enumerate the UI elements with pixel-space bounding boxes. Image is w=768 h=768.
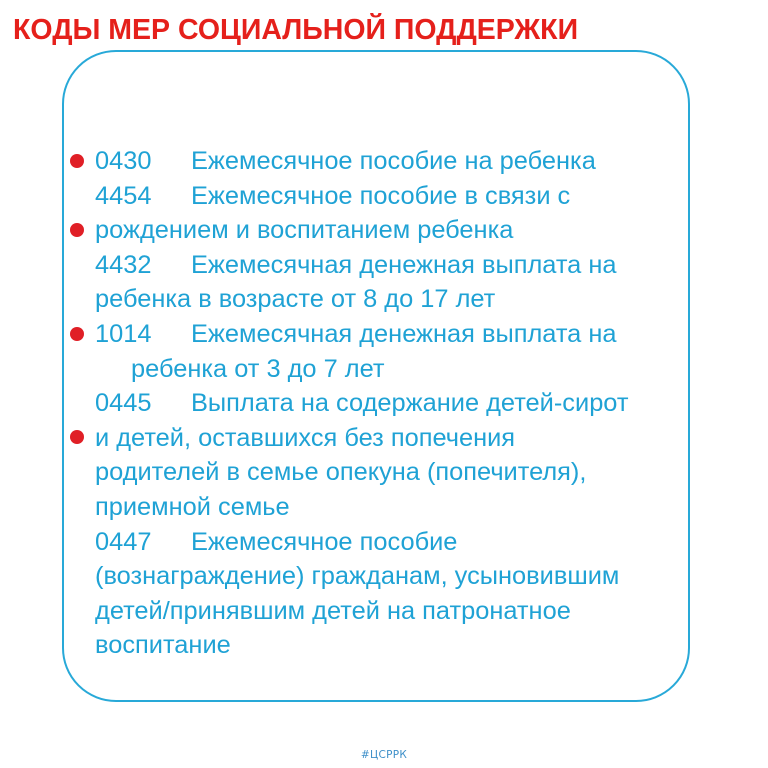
measure-code: 4454 — [95, 181, 152, 210]
measure-description: приемной семье — [95, 492, 290, 521]
list-item-continuation — [95, 352, 629, 387]
list-item-continuation — [95, 282, 629, 317]
measure-description: детей/принявшим детей на патронатное — [95, 596, 571, 625]
bullet-marker — [70, 223, 84, 237]
measure-code: 0447 — [95, 527, 152, 556]
measure-description: Ежемесячное пособие — [191, 527, 458, 556]
bullet-marker — [70, 327, 84, 341]
list-item-continuation — [95, 628, 629, 663]
measure-code: 1014 — [95, 319, 152, 348]
bullet-marker — [70, 154, 84, 168]
list-item-continuation — [95, 594, 629, 629]
measure-description: Ежемесячная денежная выплата на — [191, 250, 617, 279]
list-item — [95, 144, 629, 179]
measure-description: и детей, оставшихся без попечения — [95, 423, 516, 452]
list-item — [95, 386, 629, 421]
measure-description: воспитание — [95, 631, 231, 660]
measure-description: рождением и воспитанием ребенка — [95, 216, 514, 245]
list-item-continuation — [95, 490, 629, 525]
page-title: КОДЫ МЕР СОЦИАЛЬНОЙ ПОДДЕРЖКИ — [13, 14, 579, 46]
bullet-marker — [70, 430, 84, 444]
measure-code: 4432 — [95, 250, 152, 279]
measure-code: 0445 — [95, 389, 152, 418]
codes-list — [95, 144, 629, 663]
measure-description: родителей в семье опекуна (попечителя), — [95, 458, 587, 487]
list-item-continuation — [95, 213, 629, 248]
measure-code: 0430 — [95, 147, 152, 175]
hashtag-footer: #ЦСРРК — [360, 749, 408, 761]
measure-description: ребенка от 3 до 7 лет — [131, 354, 385, 383]
list-item — [95, 248, 629, 283]
measure-description: Выплата на содержание детей-сирот — [191, 389, 629, 418]
list-item-continuation — [95, 455, 629, 490]
list-item — [95, 317, 629, 352]
list-item-continuation — [95, 421, 629, 456]
measure-description: Ежемесячное пособие на ребенка — [191, 147, 596, 175]
list-item — [95, 179, 629, 214]
list-item-continuation — [95, 559, 629, 594]
measure-description: ребенка в возрасте от 8 до 17 лет — [95, 285, 496, 314]
measure-description: (вознаграждение) гражданам, усыновившим — [95, 562, 620, 591]
measure-description: Ежемесячное пособие в связи с — [191, 181, 571, 210]
list-item — [95, 525, 629, 560]
measure-description: Ежемесячная денежная выплата на — [191, 319, 617, 348]
